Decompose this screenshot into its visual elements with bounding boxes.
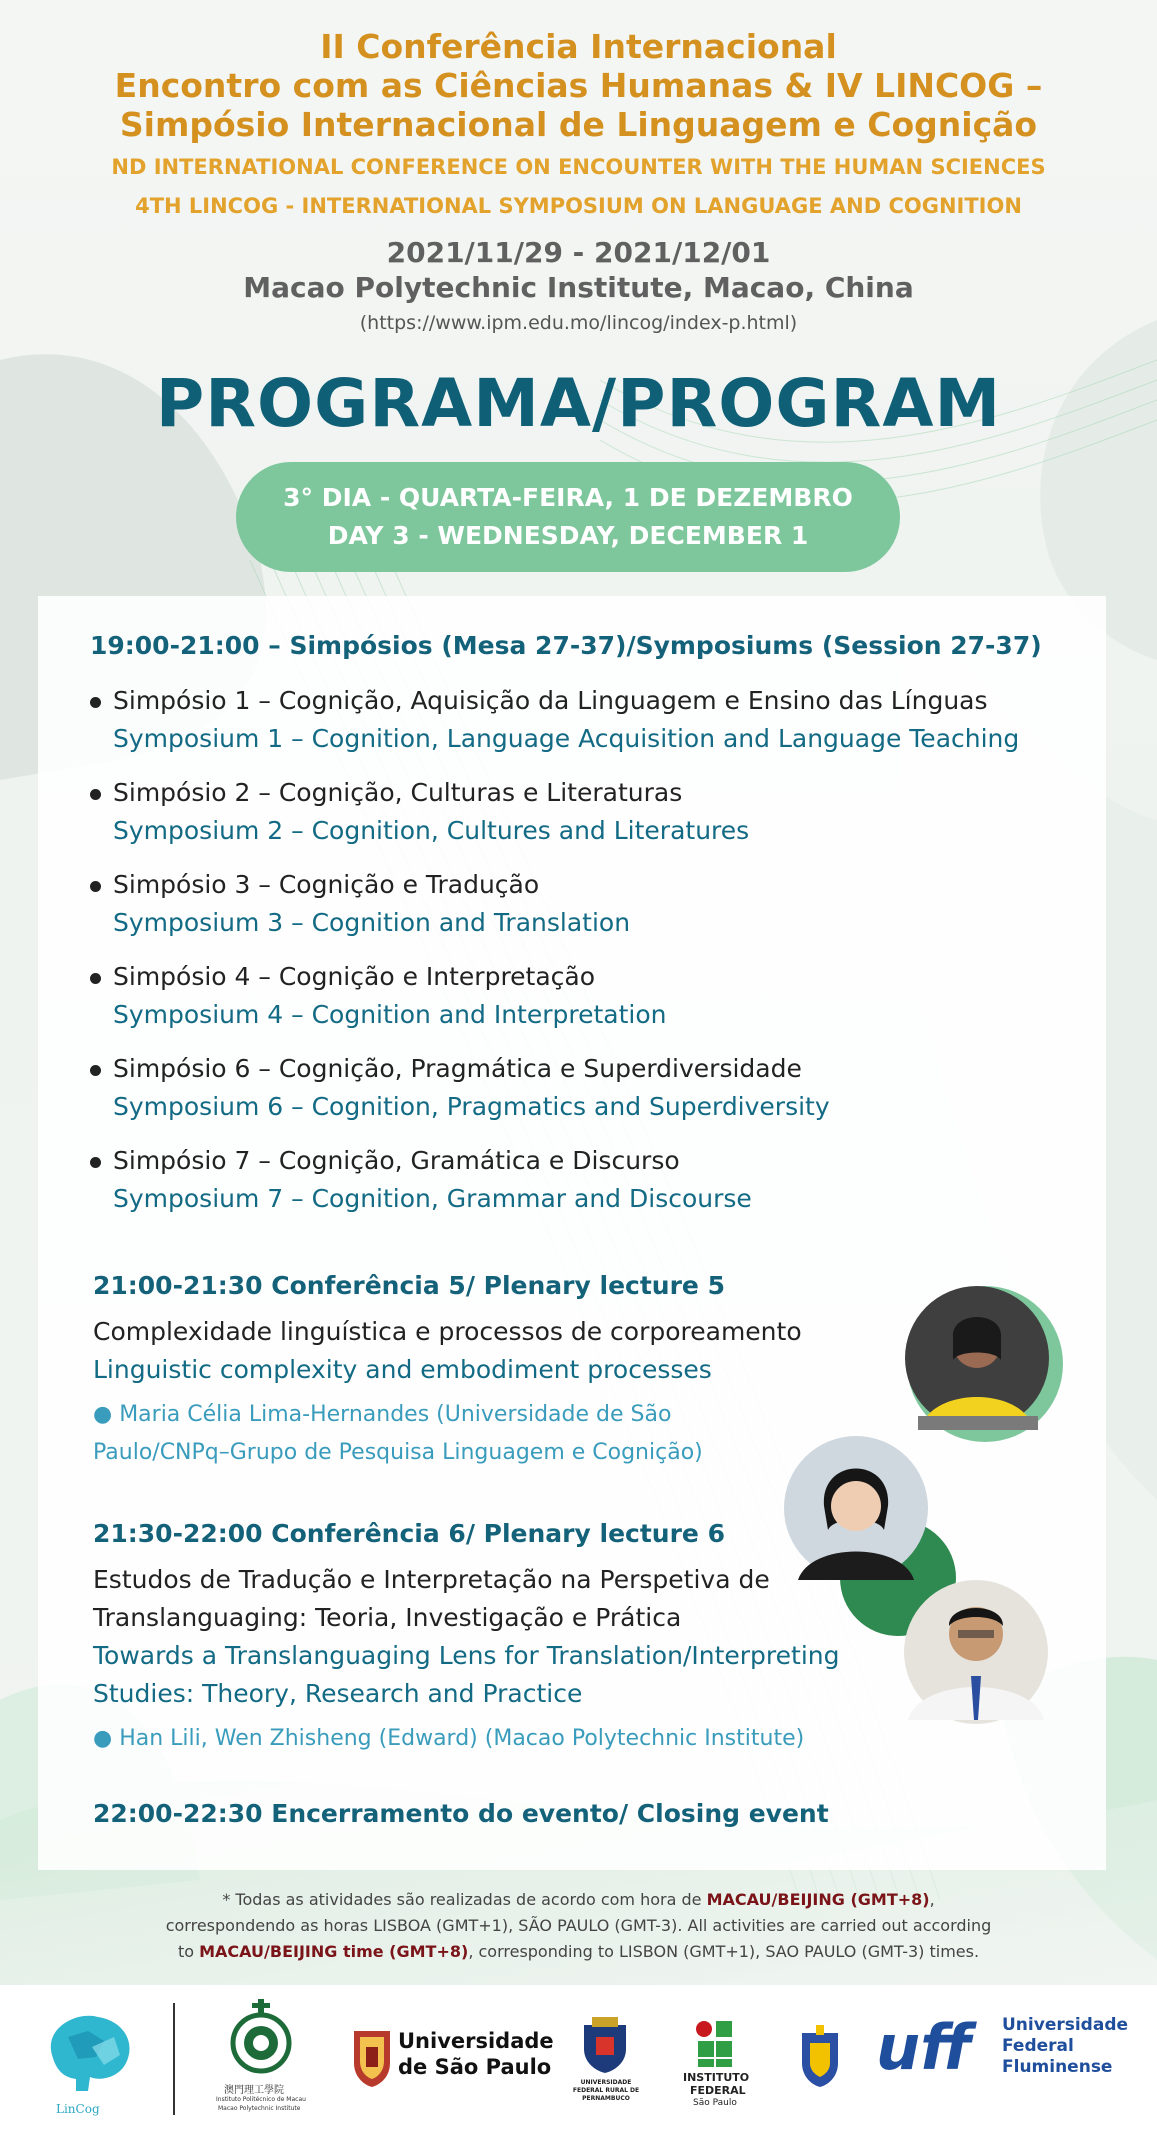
title-en-line-1: ND INTERNATIONAL CONFERENCE ON ENCOUNTER WITH THE HUMAN SCIENCES <box>111 155 1046 179</box>
footnote-line-1: * Todas as atividades são realizadas de acordo com hora de MACAU/BEIJING (GMT+8), <box>222 1890 935 1909</box>
session-heading: 19:00-21:00 – Simpósios (Mesa 27-37)/Symposiums (Session 27-37) <box>90 631 1042 660</box>
event-url[interactable]: (https://www.ipm.edu.mo/lincog/index-p.html) <box>359 312 798 334</box>
partner-logo-bar <box>0 1985 1157 2131</box>
symposium-2-en: Symposium 2 – Cognition, Cultures and Literatures <box>113 816 750 845</box>
symposium-6-en: Symposium 6 – Cognition, Pragmatics and Superdiversity <box>113 1092 830 1121</box>
ipm-logo-text-pt: Instituto Politécnico de Macau <box>216 2096 306 2103</box>
lecture-6-authors: ● Han Lili, Wen Zhisheng (Edward) (Macao Polytechnic Institute) <box>93 1726 805 1751</box>
ifsp-logo-text-1: INSTITUTO <box>683 2071 750 2084</box>
usp-logo-text-1: Universidade <box>398 2029 554 2053</box>
day-label-en: DAY 3 - WEDNESDAY, DECEMBER 1 <box>327 521 809 550</box>
symposium-7-en: Symposium 7 – Cognition, Grammar and Discourse <box>113 1184 752 1213</box>
bullet-icon <box>90 1065 101 1076</box>
closing-event: 22:00-22:30 Encerramento do evento/ Closing event <box>93 1799 829 1828</box>
logo-divider <box>173 2003 175 2115</box>
title-pt-line-2: Encontro com as Ciências Humanas & IV LINCOG – <box>114 66 1043 105</box>
ipm-logo-text-en: Macao Polytechnic Institute <box>218 2105 301 2112</box>
lincog-logo-text: LinCog <box>56 2102 100 2116</box>
lecture-5-author-line-2: Paulo/CNPq–Grupo de Pesquisa Linguagem e Cognição) <box>93 1440 703 1465</box>
lecture-5-title-en: Linguistic complexity and embodiment processes <box>93 1355 712 1384</box>
footnote-line-2: correspondendo as horas LISBOA (GMT+1), SÃO PAULO (GMT-3). All activities are carried out according <box>165 1916 992 1935</box>
uff-logo-text-2: Federal <box>1002 2036 1074 2056</box>
footnote-line-3: to MACAU/BEIJING time (GMT+8), corresponding to LISBON (GMT+1), SAO PAULO (GMT-3) times. <box>177 1942 980 1961</box>
ufpe-crest-icon <box>796 2025 844 2089</box>
speaker-photos <box>780 1280 1080 1740</box>
bullet-icon <box>90 789 101 800</box>
day-label-pt: 3° DIA - QUARTA-FEIRA, 1 DE DEZEMBRO <box>283 483 853 512</box>
lecture-5-title-pt: Complexidade linguística e processos de corporeamento <box>93 1317 802 1346</box>
title-pt-line-3: Simpósio Internacional de Linguagem e Cognição <box>119 105 1038 144</box>
bullet-icon <box>90 697 101 708</box>
title-en-line-2: 4TH LINCOG - INTERNATIONAL SYMPOSIUM ON LANGUAGE AND COGNITION <box>135 194 1022 218</box>
symposium-4-pt: Simpósio 4 – Cognição e Interpretação <box>113 962 596 991</box>
ufrpe-logo-text: UNIVERSIDADE FEDERAL RURAL DE PERNAMBUCO <box>572 2079 640 2102</box>
usp-crest-icon <box>350 2025 394 2089</box>
bullet-icon <box>90 881 101 892</box>
uff-logo-mark: uff <box>876 2011 972 2084</box>
event-venue: Macao Polytechnic Institute, Macao, China <box>243 271 914 304</box>
symposium-1-en: Symposium 1 – Cognition, Language Acquisition and Language Teaching <box>113 724 1020 753</box>
symposium-3-pt: Simpósio 3 – Cognição e Tradução <box>113 870 540 899</box>
bullet-icon <box>90 973 101 984</box>
symposium-2-pt: Simpósio 2 – Cognição, Culturas e Literaturas <box>113 778 683 807</box>
program-title: PROGRAMA/PROGRAM <box>155 365 1002 442</box>
symposium-6-pt: Simpósio 6 – Cognição, Pragmática e Superdiversidade <box>113 1054 802 1083</box>
lecture-6-title-pt-line-1: Estudos de Tradução e Interpretação na Perspetiva de <box>93 1565 770 1594</box>
symposium-1-pt: Simpósio 1 – Cognição, Aquisição da Linguagem e Ensino das Línguas <box>113 686 988 715</box>
title-pt-line-1: II Conferência Internacional <box>320 27 837 66</box>
uff-logo-text-1: Universidade <box>1002 2015 1129 2035</box>
lecture-5-author-line-1: ● Maria Célia Lima-Hernandes (Universidade de São <box>93 1402 672 1427</box>
lincog-logo <box>38 2007 142 2103</box>
ufrpe-crest-icon <box>580 2015 630 2075</box>
ifsp-logo-icon <box>694 2019 742 2067</box>
lecture-6-heading: 21:30-22:00 Conferência 6/ Plenary lecture 6 <box>93 1519 725 1548</box>
lecture-5-heading: 21:00-21:30 Conferência 5/ Plenary lecture 5 <box>93 1271 725 1300</box>
ifsp-logo-text-3: São Paulo <box>693 2098 737 2108</box>
lecture-6-title-en-line-2: Studies: Theory, Research and Practice <box>93 1679 583 1708</box>
event-dates: 2021/11/29 - 2021/12/01 <box>386 236 771 269</box>
day-badge <box>236 462 900 572</box>
uff-logo-text-3: Fluminense <box>1002 2057 1113 2077</box>
lecture-6-title-pt-line-2: Translanguaging: Teoria, Investigação e Prática <box>93 1603 682 1632</box>
ifsp-logo-text-2: FEDERAL <box>690 2084 746 2097</box>
ipm-logo-text-zh: 澳門理工學院 <box>224 2085 284 2096</box>
symposium-7-pt: Simpósio 7 – Cognição, Gramática e Discurso <box>113 1146 680 1175</box>
symposium-3-en: Symposium 3 – Cognition and Translation <box>113 908 631 937</box>
ipm-logo <box>228 1997 294 2077</box>
bullet-icon <box>90 1157 101 1168</box>
usp-logo-text-2: de São Paulo <box>398 2055 552 2079</box>
symposium-4-en: Symposium 4 – Cognition and Interpretation <box>113 1000 667 1029</box>
lecture-6-title-en-line-1: Towards a Translanguaging Lens for Translation/Interpreting <box>93 1641 840 1670</box>
